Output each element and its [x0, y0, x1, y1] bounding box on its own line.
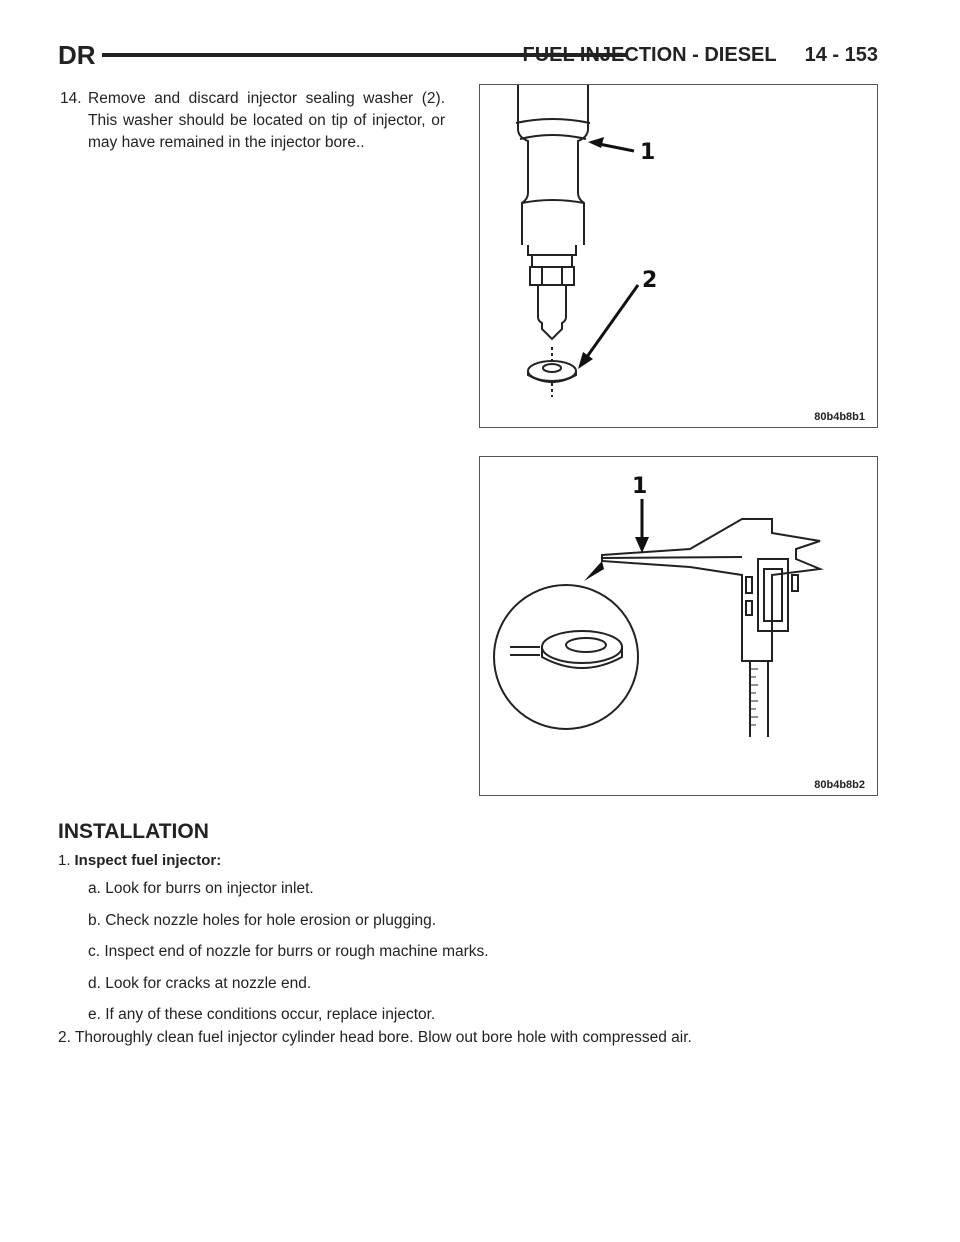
injector-illustration [480, 85, 877, 427]
figure-code: 80b4b8b1 [814, 411, 865, 423]
callout-2: 2 [642, 268, 658, 293]
removal-step-14 [60, 88, 445, 154]
figure-code: 80b4b8b2 [814, 779, 865, 791]
figure-injector-washer [479, 84, 878, 428]
step-number: 14. [60, 90, 82, 107]
list-item: d. Look for cracks at nozzle end. [88, 974, 312, 992]
step-label: Inspect fuel injector: [74, 852, 222, 869]
list-item: a. Look for burrs on injector inlet. [88, 880, 314, 897]
installation-heading: INSTALLATION [58, 820, 209, 843]
step-number: 1. [58, 852, 71, 869]
header-right [523, 40, 879, 70]
list-item: b. Check nozzle holes for hole erosion or plugging. [88, 911, 437, 929]
model-code: DR [58, 40, 96, 70]
page-header [58, 40, 878, 70]
installation-step-1 [58, 852, 221, 869]
step-text: Remove and discard injector sealing washer (2). This washer should be located on tip of injector, or may have remained in the injector bore.. [88, 90, 445, 151]
section-title: FUEL INJECTION - DIESEL [522, 44, 777, 66]
inspection-list [88, 878, 489, 1036]
page-number: 14 - 153 [804, 44, 878, 66]
list-item: c. Inspect end of nozzle for burrs or rough machine marks. [88, 943, 489, 960]
callout-1: 1 [632, 474, 648, 499]
installation-step-2: 2. Thoroughly clean fuel injector cylinder head bore. Blow out bore hole with compressed air. [58, 1029, 692, 1046]
caliper-illustration [480, 457, 877, 795]
list-item: e. If any of these conditions occur, replace injector. [88, 1006, 436, 1023]
callout-1: 1 [640, 140, 656, 165]
figure-caliper-washer [479, 456, 878, 796]
